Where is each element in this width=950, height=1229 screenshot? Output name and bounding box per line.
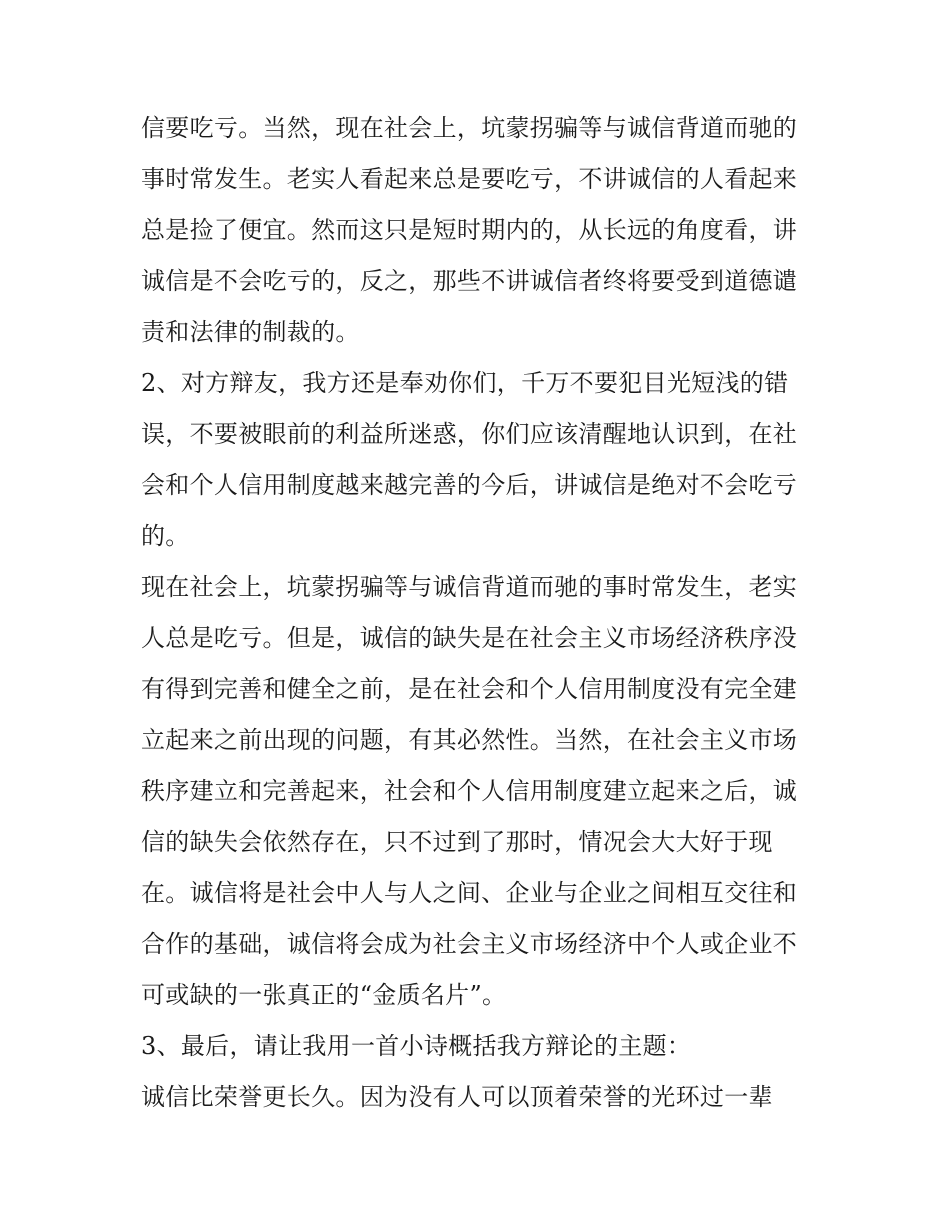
- text-line: 可或缺的一张真正的“金质名片”。: [141, 981, 507, 1009]
- text-line: 总是捡了便宜。然而这只是短时期内的，从长远的角度看，讲: [141, 216, 798, 244]
- document-body: [141, 103, 821, 1123]
- text-line: 信要吃亏。当然，现在社会上，坑蒙拐骗等与诚信背道而驰的: [141, 114, 798, 142]
- text-line: 立起来之前出现的问题，有其必然性。当然，在社会主义市场: [141, 726, 798, 754]
- text-line: 诚信比荣誉更长久。因为没有人可以顶着荣誉的光环过一辈: [141, 1083, 773, 1111]
- text-line: 有得到完善和健全之前，是在社会和个人信用制度没有完全建: [141, 675, 798, 703]
- text-line: 现在社会上，坑蒙拐骗等与诚信背道而驰的事时常发生，老实: [141, 573, 798, 601]
- text-line: 事时常发生。老实人看起来总是要吃亏，不讲诚信的人看起来: [141, 165, 798, 193]
- text-line: 秩序建立和完善起来，社会和个人信用制度建立起来之后，诚: [141, 777, 798, 805]
- text-line: 会和个人信用制度越来越完善的今后，讲诚信是绝对不会吃亏: [141, 471, 798, 499]
- text-line: 合作的基础，诚信将会成为社会主义市场经济中个人或企业不: [141, 930, 798, 958]
- text-line: 信的缺失会依然存在，只不过到了那时，情况会大大好于现: [141, 828, 773, 856]
- text-line: 诚信是不会吃亏的，反之，那些不讲诚信者终将要受到道德谴: [141, 267, 798, 295]
- text-line: 误，不要被眼前的利益所迷惑，你们应该清醒地认识到，在社: [141, 420, 798, 448]
- text-line: 3、最后，请让我用一首小诗概括我方辩论的主题：: [141, 1032, 692, 1060]
- text-line: 在。诚信将是社会中人与人之间、企业与企业之间相互交往和: [141, 879, 798, 907]
- text-line: 人总是吃亏。但是，诚信的缺失是在社会主义市场经济秩序没: [141, 624, 798, 652]
- text-line: 责和法律的制裁的。: [141, 318, 360, 346]
- text-line: 2、对方辩友，我方还是奉劝你们，千万不要犯目光短浅的错: [141, 369, 789, 397]
- text-line: 的。: [141, 522, 190, 550]
